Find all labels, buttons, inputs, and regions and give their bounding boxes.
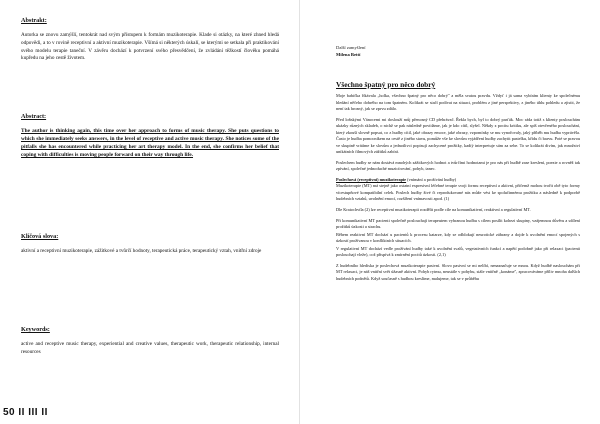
paragraph: V regulativní MT dochází vedle prožívání hudby také k uvolnění svalů, vegetativních funkcí a napětí podobně jako při relaxaci (pacienti poslouchají vleže), což přispívá k zmírnění pocitů úzkosti. (2,1) — [336, 245, 580, 258]
paragraph: Dle Kratochvíla (2) lze receptivní muzikoterapii rozdělit podle cíle na komunikativní, reaktivní a regulativní MT. — [336, 206, 531, 212]
abstract-heading: Abstract: — [21, 113, 47, 120]
abstract-text: The author is thinking again, this time over her approach to forms of music therapy. She puts questions to which she immediately seeks answers, in the level of receptive and active music therapy. She notices some of the pitfalls she has encountered while practicing her art therapy model. In the end, she confirms her belief that coping with difficulties is moving people forward on their way through life. — [21, 128, 279, 158]
section-label: Další zamyšlení — [336, 45, 366, 50]
keywords-text: active and receptive music therapy, experiential and creative values, therapeutic work, therapeutic relationship, internal resources — [21, 341, 279, 355]
author-name: Milena Bettí — [336, 51, 361, 57]
page-number: 50 II III II — [3, 407, 48, 418]
article-header — [336, 45, 580, 59]
article-title — [336, 79, 580, 90]
abstract-section — [21, 113, 279, 160]
paragraph: Moje babička říkávala „holka, všechno špatný pro něco dobrý" a měla svatou pravdu. Vždyť i já sama vybírám klienty ke společnému hledání něčeho dobrého na tom špatném. Kolikrát se stačí podívat na situaci, problém z jiné perspektivy, z jiného úhlu pohledu a zjistit, že není tak hrozný, jak se zprvu zdálo. — [336, 93, 580, 112]
article-body — [336, 93, 580, 286]
paragraph: Při komunikativní MT pacienti společně poslouchají terapeutem vybranou hudbu s cílem posílit kohezi skupiny, vzájemnou důvěru a sdílení prožitků úzkosti a strachu. — [336, 217, 580, 230]
article-title-text: Všechno špatný pro něco dobrý — [336, 80, 436, 89]
paragraph: Z hudebního hlediska je poslechová muzikoterapie pasivní. Slovo pasivní se mi nelíbí, nenaznačuje se mnou. Když hudbě naslouchám při MT relaxaci, je náš vnitřní svět úžasně aktivní. Pohyb rytmu, neustále v pohybu, stále vnitřně „konáme", zpracováváme příliv mnoha dalších hudebních podnětů. Když současně s hudbou kreslíme, malujeme, tak se v průběhu — [336, 262, 580, 281]
abstrakt-heading: Abstrakt: — [21, 17, 47, 24]
klicova-section — [21, 233, 279, 256]
paragraph: Během reaktivní MT dochází u pacientů k procesu katarze, kdy se odblokují neurotické zábrany a dojde k uvolnění emocí spojených s úzkostí prožívanou v konfliktních situacích. — [336, 231, 580, 244]
paragraph: Poslechem hudby se nám dostává mnohých zážitkových hodnot a tvůrčími hodnotami je pro nás při hudbě zase kreslení, poezie a rovněž tak zpívání, společné jednoduché muzicírování, pohyb, tanec. — [336, 159, 580, 172]
abstrakt-section — [21, 17, 279, 63]
receptive-heading: Poslechová (receptivní) muzikoterapie — [336, 176, 407, 182]
abstrakt-text: Autorka se znovu zamýšlí, tentokrát nad svým přístupem k formám muzikoterapie. Klade si otázky, na které zhned hledá odpovědi, a to v rovině receptivní a aktivní muzikoterapie. Všímá si některých úskalí, se kterými se setkala při praktikování svého modelu terapie taneční. V závěru dochází k potvrzení svého přesvědčení, že zvládání těžkostí člověku pomáhá kupředu na jeho cestě životem. — [21, 32, 279, 62]
keywords-section — [21, 326, 279, 357]
receptive-heading-suffix: (vnímání a prožívání hudby) — [407, 176, 457, 182]
paragraph: Muzikoterapie (MT) má stejně jako ostatní expresivní léčebné terapie svoji formu receptivní a aktivní, přičemž mohou tvořit obě tyto formy vícestupňové kompatibilní celek. Poslech hudby živé či reprodukované nás může vést ke spolučinnému prožitku a následně k podporbě hudebních vztahů, uvolnění emocí, rozšíření vnímavosti apod. (1) — [336, 183, 580, 202]
klicova-heading: Klíčová slova: — [21, 233, 59, 240]
klicova-text: aktivní a receptivní muzikoterapie, zážitkové a tvůrčí hodnoty, terapeutická práce, terapeutický vztah, vnitřní zdroje — [21, 248, 262, 255]
keywords-heading: Keywords: — [21, 326, 50, 333]
paragraph: Před loňskými Vánocemi mi doslouží můj přenosný CD přehrávač. Řekla bych, byl to dobrý parťák. Moc ráda totiž s klienty poslouchám ukázky různých skladeb, o nichž se pak následně povídáme, jak je kdo cítil, slyšel. Někdy z pocitu kritiku, ale spíš otevřeného poslouchání, který zkouší slovně popsat, co z hudby cítil, jaké obrazy emoce, jaké obrazy, vzpomínky se mu vynořovaly, jaký příběh mu hudba vyprávěla. Často je hudba pomocníkem na cestě z jiného stavu, pomůže vše ke slovům vyjádření hudby zachytit pastelku, křídu či barvu. Poté se pravou ve skupině vrátíme ke slovům a jednotlivci popisují zachycené prožitky, kadíý interpretuje sám za sebe. To se kolikrát divím, jak množství unikátních filmových zážitků zabírá. — [336, 116, 580, 155]
